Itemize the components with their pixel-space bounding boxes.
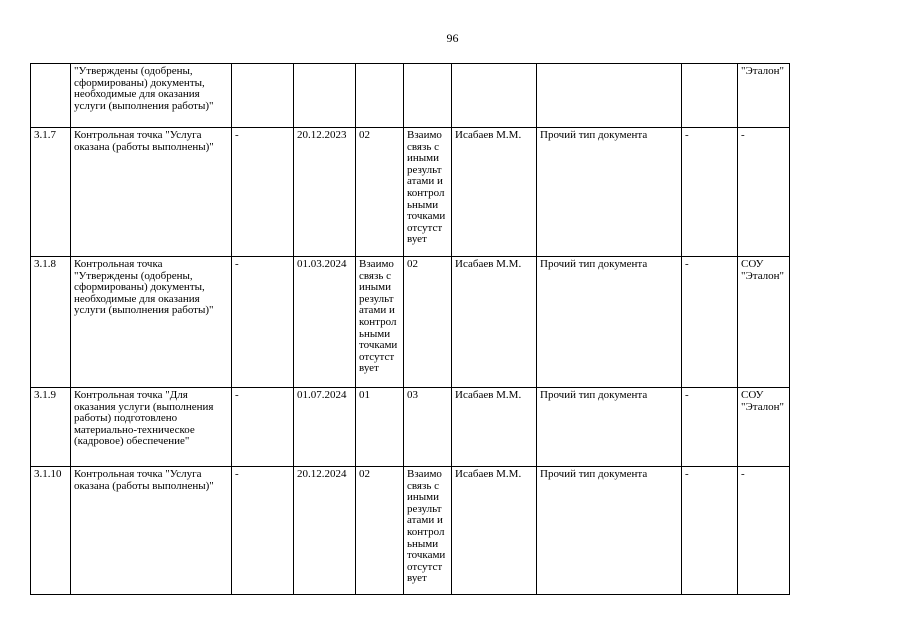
row-extra (682, 64, 738, 128)
row-type: 02 (356, 128, 404, 257)
row-name: Контрольная точка "Утверждены (одобрены, сформированы) документы, необходимые для оказания услуги (выполнения работы)" (71, 257, 232, 388)
row-person: Исабаев М.М. (452, 388, 537, 467)
row-type: 02 (356, 467, 404, 595)
row-prev: - (232, 467, 294, 595)
row-date: 20.12.2023 (294, 128, 356, 257)
row-name: Контрольная точка "Услуга оказана (работы выполнены)" (71, 128, 232, 257)
row-extra: - (682, 467, 738, 595)
table-row (31, 388, 790, 467)
row-doc: Прочий тип документа (537, 467, 682, 595)
row-date: 01.03.2024 (294, 257, 356, 388)
row-number: 3.1.8 (31, 257, 71, 388)
row-system: - (738, 467, 790, 595)
row-date: 20.12.2024 (294, 467, 356, 595)
row-date: 01.07.2024 (294, 388, 356, 467)
row-link (404, 64, 452, 128)
row-type (356, 64, 404, 128)
table-row (31, 467, 790, 595)
row-person (452, 64, 537, 128)
row-person: Исабаев М.М. (452, 467, 537, 595)
row-number: 3.1.7 (31, 128, 71, 257)
row-extra: - (682, 257, 738, 388)
row-name: "Утверждены (одобрены, сформированы) документы, необходимые для оказания услуги (выполнения работы)" (71, 64, 232, 128)
row-person: Исабаев М.М. (452, 128, 537, 257)
row-extra: - (682, 128, 738, 257)
row-doc (537, 64, 682, 128)
row-number: 3.1.9 (31, 388, 71, 467)
table-row (31, 64, 790, 128)
row-link: Взаимо связь с иными результ атами и контрол ьными точками отсутст вует (404, 128, 452, 257)
page-number: 96 (446, 31, 459, 45)
row-type: Взаимо связь с иными результ атами и контрол ьными точками отсутст вует (356, 257, 404, 388)
control-points-table (30, 63, 790, 595)
row-extra: - (682, 388, 738, 467)
row-number: 3.1.10 (31, 467, 71, 595)
row-prev: - (232, 257, 294, 388)
row-number (31, 64, 71, 128)
row-person: Исабаев М.М. (452, 257, 537, 388)
row-system: СОУ "Эталон" (738, 388, 790, 467)
row-link: Взаимо связь с иными результ атами и контрол ьными точками отсутст вует (404, 467, 452, 595)
row-date (294, 64, 356, 128)
row-doc: Прочий тип документа (537, 128, 682, 257)
table-row (31, 257, 790, 388)
row-system: СОУ "Эталон" (738, 257, 790, 388)
row-prev (232, 64, 294, 128)
row-name: Контрольная точка "Для оказания услуги (выполнения работы) подготовлено материально-техническое (кадровое) обеспечение" (71, 388, 232, 467)
row-prev: - (232, 388, 294, 467)
table-row (31, 128, 790, 257)
row-doc: Прочий тип документа (537, 257, 682, 388)
row-link: 03 (404, 388, 452, 467)
row-type: 01 (356, 388, 404, 467)
row-doc: Прочий тип документа (537, 388, 682, 467)
row-system: "Эталон" (738, 64, 790, 128)
row-system: - (738, 128, 790, 257)
row-prev: - (232, 128, 294, 257)
row-link: 02 (404, 257, 452, 388)
row-name: Контрольная точка "Услуга оказана (работы выполнены)" (71, 467, 232, 595)
